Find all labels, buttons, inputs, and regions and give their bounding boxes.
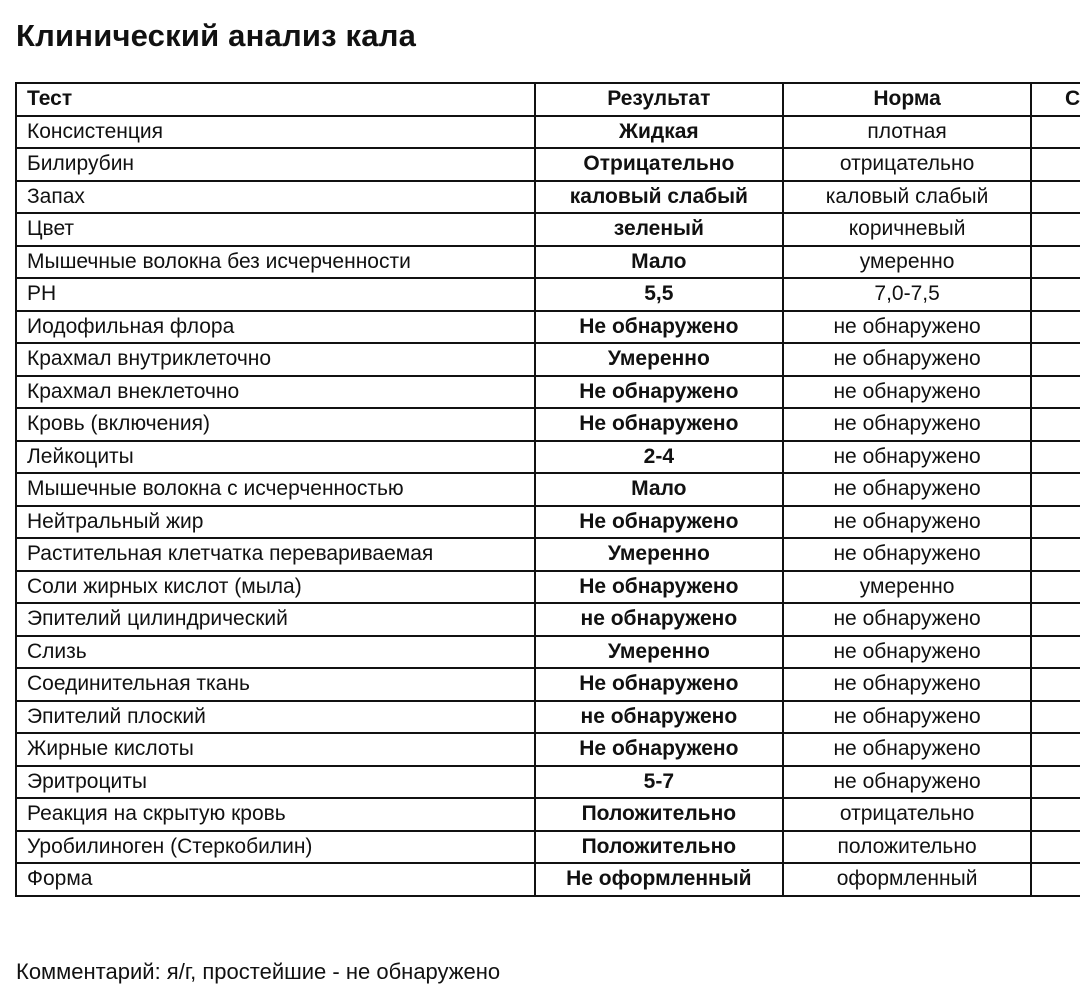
result-cell: 5,5 [535,278,783,311]
extra-cell [1031,636,1080,669]
extra-cell [1031,246,1080,279]
test-name-cell: Нейтральный жир [16,506,535,539]
table-row [16,798,1080,831]
result-cell: не обнаружено [535,701,783,734]
page-title: Клинический анализ кала [16,18,417,53]
test-name-cell: Эритроциты [16,766,535,799]
test-name-cell: Форма [16,863,535,896]
norm-cell: коричневый [783,213,1031,246]
test-name-cell: Соли жирных кислот (мыла) [16,571,535,604]
result-cell: Положительно [535,798,783,831]
result-cell: каловый слабый [535,181,783,214]
header-test: Тест [16,83,535,116]
table-row [16,116,1080,149]
extra-cell [1031,733,1080,766]
norm-cell: умеренно [783,571,1031,604]
extra-cell [1031,571,1080,604]
test-name-cell: Эпителий плоский [16,701,535,734]
table-row [16,181,1080,214]
table-header-row [16,83,1080,116]
result-cell: Умеренно [535,636,783,669]
extra-cell [1031,798,1080,831]
extra-cell [1031,116,1080,149]
table-row [16,831,1080,864]
result-cell: Мало [535,473,783,506]
result-cell: Не обнаружено [535,376,783,409]
norm-cell: плотная [783,116,1031,149]
result-cell: Не обнаружено [535,408,783,441]
extra-cell [1031,343,1080,376]
test-name-cell: Уробилиноген (Стеркобилин) [16,831,535,864]
norm-cell: не обнаружено [783,311,1031,344]
result-cell: зеленый [535,213,783,246]
test-name-cell: Лейкоциты [16,441,535,474]
result-cell: Жидкая [535,116,783,149]
result-cell: Не обнаружено [535,733,783,766]
result-cell: 2-4 [535,441,783,474]
table-row [16,733,1080,766]
extra-cell [1031,538,1080,571]
table-row [16,636,1080,669]
table-row [16,343,1080,376]
norm-cell: каловый слабый [783,181,1031,214]
test-name-cell: PH [16,278,535,311]
norm-cell: не обнаружено [783,441,1031,474]
table-row [16,538,1080,571]
test-name-cell: Запах [16,181,535,214]
norm-cell: не обнаружено [783,636,1031,669]
header-result: Результат [535,83,783,116]
table-row [16,376,1080,409]
norm-cell: 7,0-7,5 [783,278,1031,311]
extra-cell [1031,506,1080,539]
extra-cell [1031,213,1080,246]
extra-cell [1031,278,1080,311]
table-row [16,311,1080,344]
result-cell: не обнаружено [535,603,783,636]
norm-cell: не обнаружено [783,701,1031,734]
extra-cell [1031,441,1080,474]
result-cell: Не обнаружено [535,571,783,604]
result-cell: Не обнаружено [535,311,783,344]
test-name-cell: Мышечные волокна без исчерченности [16,246,535,279]
test-name-cell: Крахмал внутриклеточно [16,343,535,376]
test-name-cell: Кровь (включения) [16,408,535,441]
table-body [16,116,1080,896]
test-name-cell: Консистенция [16,116,535,149]
test-name-cell: Жирные кислоты [16,733,535,766]
test-name-cell: Мышечные волокна с исчерченностью [16,473,535,506]
norm-cell: не обнаружено [783,408,1031,441]
test-name-cell: Растительная клетчатка перевариваемая [16,538,535,571]
table-row [16,603,1080,636]
norm-cell: не обнаружено [783,376,1031,409]
result-cell: Не обнаружено [535,668,783,701]
extra-cell [1031,831,1080,864]
test-name-cell: Крахмал внеклеточно [16,376,535,409]
table-row [16,701,1080,734]
result-cell: Мало [535,246,783,279]
table-row [16,441,1080,474]
norm-cell: не обнаружено [783,766,1031,799]
extra-cell [1031,701,1080,734]
extra-cell [1031,473,1080,506]
result-cell: Не оформленный [535,863,783,896]
norm-cell: положительно [783,831,1031,864]
norm-cell: умеренно [783,246,1031,279]
table-row [16,278,1080,311]
extra-cell [1031,311,1080,344]
header-extra: С [1031,83,1080,116]
table-row [16,408,1080,441]
table-row [16,571,1080,604]
norm-cell: отрицательно [783,148,1031,181]
extra-cell [1031,766,1080,799]
norm-cell: не обнаружено [783,343,1031,376]
norm-cell: не обнаружено [783,733,1031,766]
norm-cell: отрицательно [783,798,1031,831]
test-name-cell: Цвет [16,213,535,246]
extra-cell [1031,376,1080,409]
extra-cell [1031,668,1080,701]
table-row [16,863,1080,896]
test-name-cell: Эпителий цилиндрический [16,603,535,636]
table-row [16,473,1080,506]
result-cell: Умеренно [535,538,783,571]
test-name-cell: Билирубин [16,148,535,181]
test-name-cell: Соединительная ткань [16,668,535,701]
result-cell: Отрицательно [535,148,783,181]
result-cell: Умеренно [535,343,783,376]
norm-cell: не обнаружено [783,668,1031,701]
extra-cell [1031,408,1080,441]
table-row [16,766,1080,799]
extra-cell [1031,603,1080,636]
norm-cell: не обнаружено [783,473,1031,506]
norm-cell: оформленный [783,863,1031,896]
extra-cell [1031,181,1080,214]
table-row [16,148,1080,181]
header-norm: Норма [783,83,1031,116]
norm-cell: не обнаружено [783,603,1031,636]
test-name-cell: Реакция на скрытую кровь [16,798,535,831]
result-cell: Не обнаружено [535,506,783,539]
table-row [16,506,1080,539]
extra-cell [1031,148,1080,181]
comment-text: Комментарий: я/г, простейшие - не обнаружено [16,959,501,984]
results-table [15,82,1080,897]
table-row [16,246,1080,279]
table-row [16,213,1080,246]
norm-cell: не обнаружено [783,538,1031,571]
result-cell: Положительно [535,831,783,864]
extra-cell [1031,863,1080,896]
test-name-cell: Иодофильная флора [16,311,535,344]
table-row [16,668,1080,701]
test-name-cell: Слизь [16,636,535,669]
norm-cell: не обнаружено [783,506,1031,539]
result-cell: 5-7 [535,766,783,799]
